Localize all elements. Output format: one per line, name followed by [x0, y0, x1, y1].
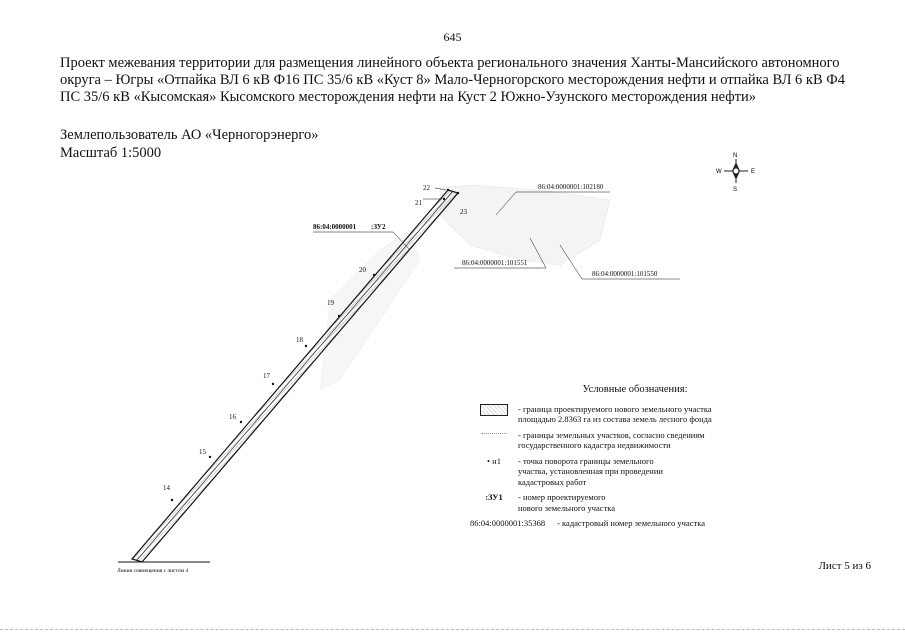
legend-text: участка, установленная при проведении: [518, 466, 663, 476]
point-symbol: • н1: [487, 455, 501, 466]
projected-plot: [132, 190, 458, 562]
point-label: 15: [199, 448, 206, 456]
legend-text: площадью 2.8363 га из состава земель лесного фонда: [518, 414, 712, 424]
plot-number-symbol: :ЗУ1: [485, 492, 503, 502]
legend-text: - номер проектируемого: [518, 492, 606, 502]
legend-text: нового земельного участка: [518, 502, 616, 513]
point-marker: [373, 274, 375, 276]
legend-item: [470, 518, 760, 529]
point-label: 21: [415, 199, 422, 207]
sheet-number: Лист 5 из 6: [818, 560, 871, 572]
point-marker: [240, 421, 242, 423]
legend-item: [470, 430, 760, 451]
point-label: 14: [163, 484, 170, 492]
legend-text: кадастровых работ: [518, 476, 587, 487]
legend-text: - точка поворота границы земельного: [518, 455, 654, 466]
point-label: 16: [229, 413, 236, 421]
point-marker: [272, 383, 274, 385]
compass-s: S: [733, 187, 738, 193]
legend: [470, 385, 760, 529]
cadastral-label: 86:04:0000001:101550: [592, 270, 658, 278]
legend-title: Условные обозначения:: [582, 384, 688, 395]
cadastral-label: 86:04:0000001:101551: [462, 259, 528, 267]
point-label: 20: [359, 266, 366, 274]
page-title: Проект межевания территории для размещения линейного объекта регионального значения Ханты-Мансийского автономного округа – Югры «Отпайка ВЛ 6 кВ Ф16 ПС 35/6 кВ «Куст 8» Мало-Черногорского месторождения нефти и отпайка ВЛ 6 кВ Ф4 ПС 35/6 кВ «Кысомская» Кысомского месторождения нефти на Куст 2 Южно-Узунского месторождения нефти»: [60, 55, 845, 105]
cadastral-label: 86:04:0000001:102180: [538, 183, 604, 191]
point-label: 22: [423, 184, 430, 192]
point-label: 18: [296, 336, 303, 344]
hatched-box-icon: [480, 404, 508, 416]
compass-rose: [716, 153, 755, 193]
point-marker: [305, 345, 307, 347]
compass-n: N: [733, 153, 738, 159]
page-number: 645: [443, 30, 462, 44]
point-label: 19: [327, 299, 334, 307]
compass-e: E: [751, 169, 756, 175]
point-marker: [209, 456, 211, 458]
compass-w: W: [716, 169, 722, 175]
point-label: 17: [263, 372, 270, 380]
legend-text: государственного кадастра недвижимости: [518, 440, 671, 450]
legend-text: - кадастровый номер земельного участка: [557, 518, 705, 528]
match-line-label: Линия совмещения с листом 4: [117, 568, 189, 574]
legend-item: [470, 456, 760, 488]
point-marker: [443, 198, 445, 200]
cadastral-example: 86:04:0000001:35368: [470, 518, 546, 528]
divider: [0, 629, 905, 630]
point-label: 23: [460, 208, 467, 216]
legend-item: [470, 492, 760, 513]
plot-cadastral: 86:04:0000001: [313, 223, 357, 231]
dotted-line-icon: [481, 433, 507, 440]
point-marker: [338, 315, 340, 317]
plot-number: :ЗУ2: [371, 223, 386, 231]
scale: Масштаб 1:5000: [60, 145, 162, 161]
legend-text: - границы земельных участков, согласно сведениям: [518, 429, 705, 440]
point-marker: [447, 189, 449, 191]
land-user: Землепользователь АО «Черногорэнерго»: [60, 127, 319, 143]
legend-text: - граница проектируемого нового земельного участка: [518, 403, 712, 414]
legend-item: [470, 404, 760, 425]
point-marker: [457, 192, 459, 194]
point-marker: [171, 499, 173, 501]
